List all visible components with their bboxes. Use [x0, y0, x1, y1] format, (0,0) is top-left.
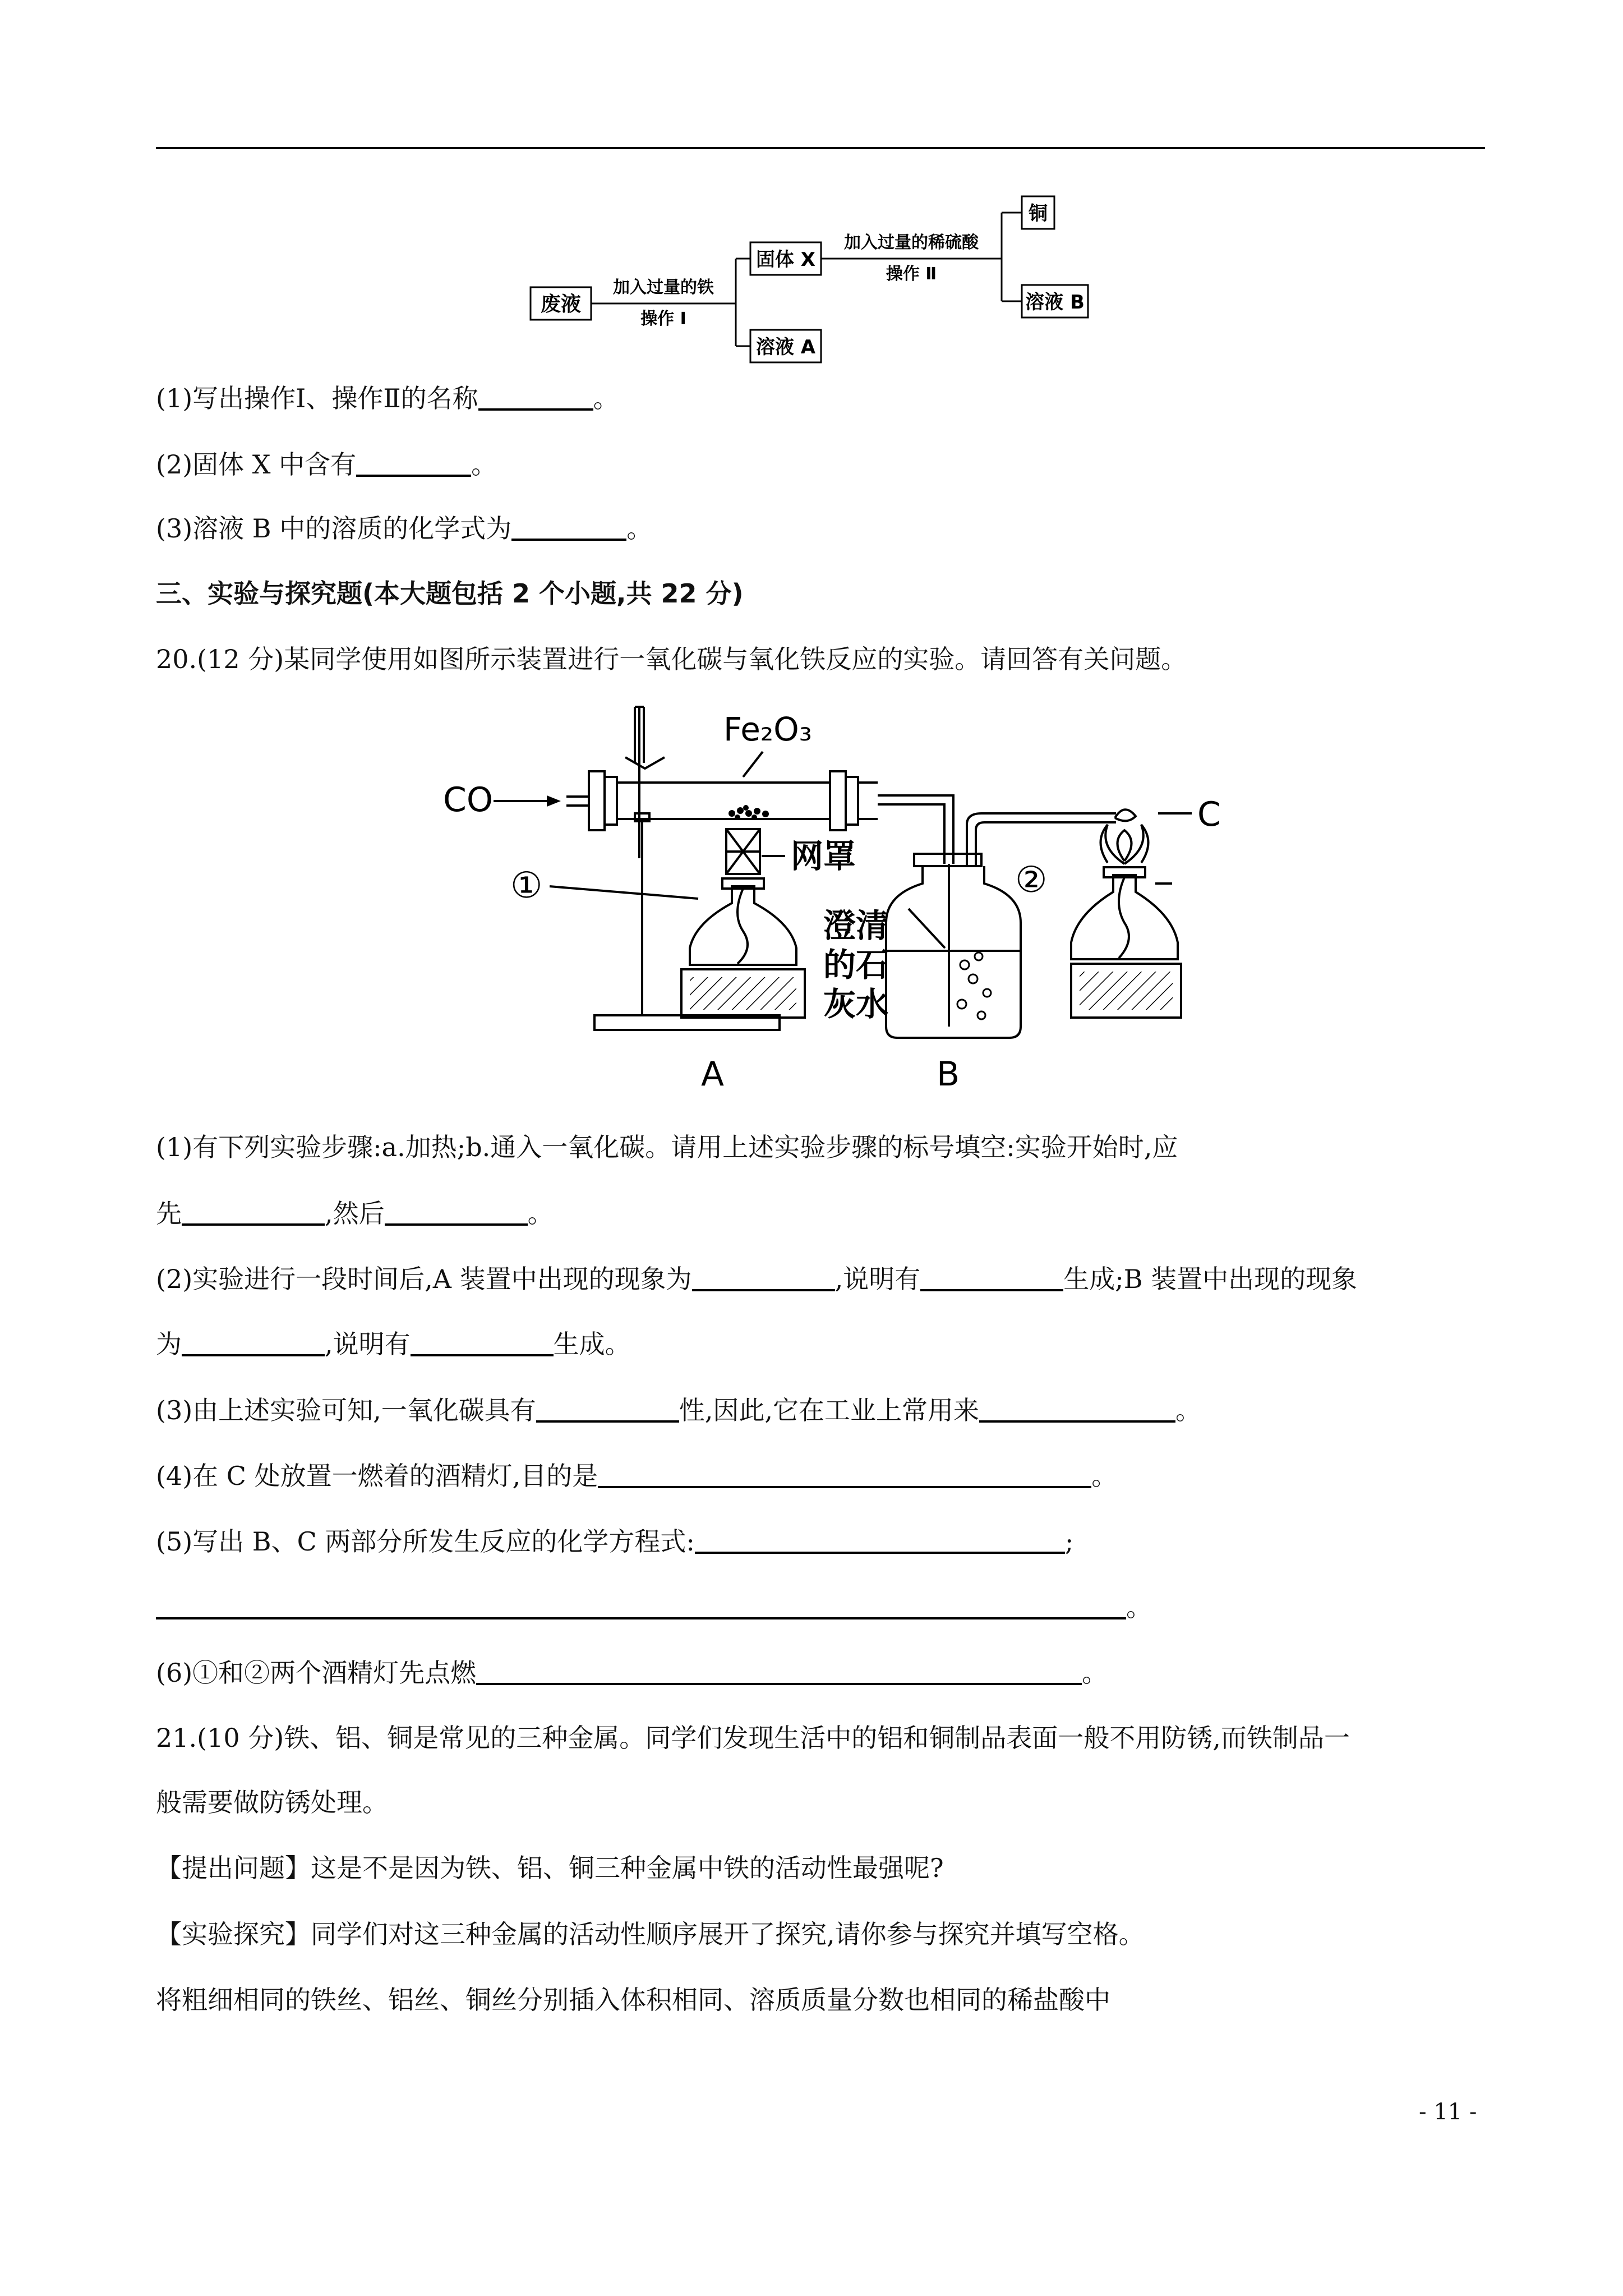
flow-start-box: 废液 [540, 293, 582, 316]
answer-blank[interactable] [411, 1329, 554, 1356]
answer-blank[interactable] [511, 514, 626, 541]
answer-blank[interactable] [695, 1527, 1065, 1554]
answer-blank[interactable] [182, 1199, 325, 1226]
q21-intro-line2: 般需要做防锈处理。 [156, 1787, 388, 1818]
answer-blank[interactable] [692, 1264, 835, 1291]
limewater-label-1: 澄清 [823, 907, 889, 945]
q21-intro-line1: 21.(10 分)铁、铝、铜是常见的三种金属。同学们发现生活中的铝和铜制品表面一般不用防锈,而铁制品一 [156, 1723, 1350, 1753]
answer-blank[interactable] [598, 1461, 1091, 1488]
mesh-cover-label: 网罩 [791, 837, 856, 875]
flowchart [527, 191, 1110, 370]
header-rule [156, 147, 1485, 149]
q19-part2: (2)固体 X 中含有 。 [156, 449, 497, 480]
flow-step2-op: 操作 Ⅱ [886, 264, 937, 284]
answer-blank[interactable] [476, 1658, 1082, 1685]
flow-solution-b-box: 溶液 B [1025, 291, 1085, 314]
q21-question: 【提出问题】这是不是因为铁、铝、铜三种金属中铁的活动性最强呢? [156, 1853, 944, 1883]
lamp2-label: ② [1015, 859, 1048, 901]
flow-step1-op: 操作 Ⅰ [640, 309, 686, 329]
answer-blank[interactable] [356, 450, 471, 477]
answer-blank[interactable] [536, 1396, 679, 1423]
lamp1-label: ① [510, 865, 543, 907]
limewater-label-3: 灰水 [823, 985, 889, 1023]
flow-solid-x-box: 固体 X [755, 249, 816, 271]
q20-part6: (6)①和②两个酒精灯先点燃 。 [156, 1658, 1108, 1688]
answer-blank[interactable] [182, 1329, 325, 1356]
q19-part3: (3)溶液 B 中的溶质的化学式为 。 [156, 513, 653, 544]
b-label: B [937, 1055, 960, 1094]
q20-part4: (4)在 C 处放置一燃着的酒精灯,目的是 。 [156, 1461, 1118, 1491]
flow-solution-a-box: 溶液 A [755, 336, 816, 358]
q20-intro: 20.(12 分)某同学使用如图所示装置进行一氧化碳与氧化铁反应的实验。请回答有关问题。 [156, 644, 1187, 674]
q20-part1-line2: 先 ,然后 。 [156, 1198, 554, 1228]
apparatus-diagram [426, 701, 1234, 1105]
fe2o3-label: Fe₂O₃ [723, 710, 813, 748]
c-label: C [1197, 795, 1221, 834]
q20-part1-line1: (1)有下列实验步骤:a.加热;b.通入一氧化碳。请用上述实验步骤的标号填空:实验开始时,应 [156, 1132, 1178, 1162]
q21-explore: 【实验探究】同学们对这三种金属的活动性顺序展开了探究,请你参与探究并填写空格。 [156, 1919, 1145, 1949]
flow-copper-box: 铜 [1029, 203, 1048, 225]
flow-step2-reagent: 加入过量的稀硫酸 [844, 233, 979, 252]
q20-part2-line1: (2)实验进行一段时间后,A 装置中出现的现象为 ,说明有 生成;B 装置中出现的现象 [156, 1264, 1358, 1294]
answer-blank[interactable] [478, 384, 593, 411]
page-number: - 11 - [1419, 2099, 1477, 2125]
answer-blank[interactable] [979, 1396, 1175, 1423]
answer-blank[interactable] [920, 1264, 1063, 1291]
co-label: CO [443, 780, 494, 820]
flow-step1-reagent: 加入过量的铁 [613, 278, 714, 297]
q19-part1: (1)写出操作Ⅰ、操作Ⅱ的名称 。 [156, 383, 619, 413]
q20-part2-line2: 为 ,说明有 生成。 [156, 1329, 631, 1359]
q20-part5-line2: 。 [156, 1590, 1152, 1624]
section-heading: 三、实验与探究题(本大题包括 2 个小题,共 22 分) [156, 578, 744, 609]
q21-method: 将粗细相同的铁丝、铝丝、铜丝分别插入体积相同、溶质质量分数也相同的稀盐酸中 [156, 1985, 1110, 2015]
a-label: A [701, 1055, 725, 1094]
q20-part3: (3)由上述实验可知,一氧化碳具有 性,因此,它在工业上常用来 。 [156, 1395, 1202, 1425]
q20-part5-line1: (5)写出 B、C 两部分所发生反应的化学方程式: ; [156, 1526, 1074, 1557]
answer-blank[interactable] [156, 1593, 1126, 1619]
answer-blank[interactable] [385, 1199, 528, 1226]
limewater-label-2: 的石 [823, 946, 889, 984]
